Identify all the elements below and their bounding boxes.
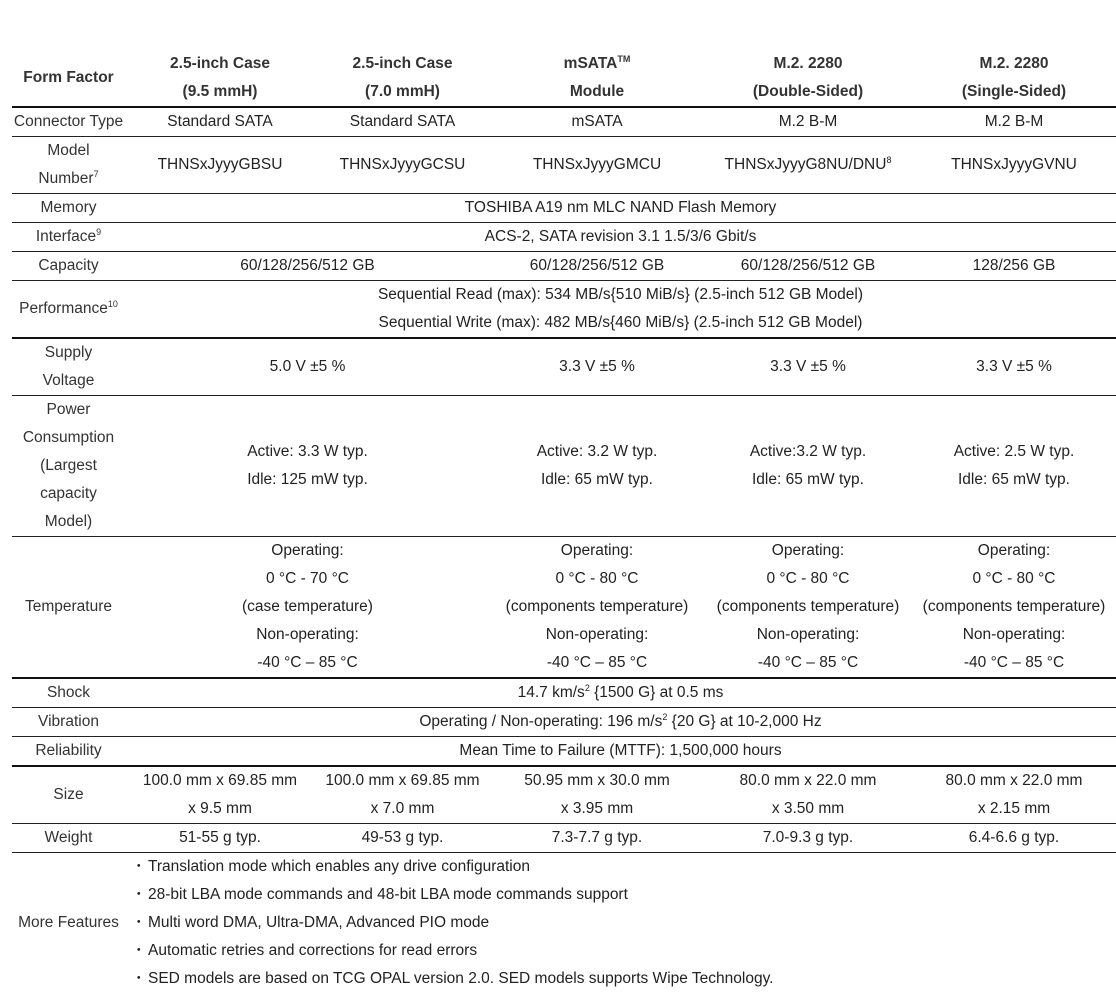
row-label-weight: Weight bbox=[12, 824, 125, 853]
table-cell: M.2 B-M bbox=[912, 107, 1116, 137]
table-cell: Active: 3.3 W typ. Idle: 125 mW typ. bbox=[125, 396, 490, 537]
table-cell: 60/128/256/512 GB bbox=[125, 252, 490, 281]
row-label-model: Model Number$^7$ bbox=[12, 137, 125, 194]
row-label-reliability: Reliability bbox=[12, 737, 125, 767]
table-cell: THNSxJyyyGCSU bbox=[315, 137, 490, 194]
voltage-row bbox=[12, 338, 1116, 396]
table-cell: ACS-2, SATA revision 3.1 1.5/3/6 Gbit/s bbox=[125, 223, 1116, 252]
table-cell: Operating / Non-operating: 196 $m/s^2$ {20 G} at 10-2,000 Hz bbox=[125, 708, 1116, 737]
table-cell: Active: 3.2 W typ. Idle: 65 mW typ. bbox=[490, 396, 704, 537]
table-cell: 50.95 mm x 30.0 mm x 3.95 mm bbox=[490, 766, 704, 824]
bullet-icon: ・ bbox=[131, 965, 147, 993]
connector-row bbox=[12, 107, 1116, 137]
performance-read: Sequential Read (max): 534 MB/s{510 MiB/s} (2.5-inch 512 GB Model) bbox=[125, 281, 1116, 309]
shock-row bbox=[12, 678, 1116, 708]
list-item: ・ Translation mode which enables any drive configuration bbox=[131, 853, 1116, 881]
form-factor-header: Form Factor bbox=[12, 50, 125, 107]
row-label-size: Size bbox=[12, 766, 125, 824]
table-cell: Standard SATA bbox=[315, 107, 490, 137]
model-row bbox=[12, 137, 1116, 194]
table-cell: 60/128/256/512 GB bbox=[490, 252, 704, 281]
temperature-row bbox=[12, 537, 1116, 679]
table-cell: 100.0 mm x 69.85 mm x 7.0 mm bbox=[315, 766, 490, 824]
row-label-connector: Connector Type bbox=[12, 107, 125, 137]
table-cell: mSATA bbox=[490, 107, 704, 137]
table-cell: Operating: 0 °C - 80 °C (components temperature) Non-operating: -40 °C – 85 °C bbox=[490, 537, 704, 679]
table-cell: 14.7 $km/s^2$ {1500 G} at 0.5 ms bbox=[125, 678, 1116, 708]
spec-table bbox=[12, 50, 1116, 993]
table-cell: 128/256 GB bbox=[912, 252, 1116, 281]
list-item: ・ 28-bit LBA mode commands and 48-bit LBA mode commands support bbox=[131, 881, 1116, 909]
table-cell: 51-55 g typ. bbox=[125, 824, 315, 853]
header-row bbox=[12, 50, 1116, 107]
row-label-voltage: Supply Voltage bbox=[12, 338, 125, 396]
row-label-memory: Memory bbox=[12, 194, 125, 223]
list-item: ・ Automatic retries and corrections for read errors bbox=[131, 937, 1116, 965]
row-label-temperature: Temperature bbox=[12, 537, 125, 679]
reliability-row bbox=[12, 737, 1116, 767]
list-item: ・ Multi word DMA, Ultra-DMA, Advanced PIO mode bbox=[131, 909, 1116, 937]
table-cell: Operating: 0 °C - 70 °C (case temperature) Non-operating: -40 °C – 85 °C bbox=[125, 537, 490, 679]
table-cell: 100.0 mm x 69.85 mm x 9.5 mm bbox=[125, 766, 315, 824]
row-label-interface: Interface$^9$ bbox=[12, 223, 125, 252]
weight-row bbox=[12, 824, 1116, 853]
table-cell: THNSxJyyyG8NU/DNU$^8$ bbox=[704, 137, 912, 194]
size-row bbox=[12, 766, 1116, 824]
column-header-2-5-inch-7-0: 2.5-inch Case (7.0 mmH) bbox=[315, 50, 490, 107]
interface-row bbox=[12, 223, 1116, 252]
column-header-2-5-inch-9-5: 2.5-inch Case (9.5 mmH) bbox=[125, 50, 315, 107]
memory-row bbox=[12, 194, 1116, 223]
row-label-capacity: Capacity bbox=[12, 252, 125, 281]
table-cell bbox=[125, 281, 1116, 339]
row-label-power: Power Consumption (Largest capacity Model) bbox=[12, 396, 125, 537]
table-cell: Operating: 0 °C - 80 °C (components temperature) Non-operating: -40 °C – 85 °C bbox=[912, 537, 1116, 679]
table-cell: Standard SATA bbox=[125, 107, 315, 137]
column-header-m2-double: M.2. 2280 (Double-Sided) bbox=[704, 50, 912, 107]
table-cell: Operating: 0 °C - 80 °C (components temperature) Non-operating: -40 °C – 85 °C bbox=[704, 537, 912, 679]
bullet-icon: ・ bbox=[131, 881, 147, 909]
table-cell: 3.3 V ±5 % bbox=[704, 338, 912, 396]
capacity-row bbox=[12, 252, 1116, 281]
features-row bbox=[12, 853, 1116, 993]
vibration-row bbox=[12, 708, 1116, 737]
performance-row bbox=[12, 281, 1116, 339]
row-label-shock: Shock bbox=[12, 678, 125, 708]
column-header-msata: mSATA™ Module bbox=[490, 50, 704, 107]
table-cell: 7.3-7.7 g typ. bbox=[490, 824, 704, 853]
row-label-performance: Performance$^{10}$ bbox=[12, 281, 125, 339]
table-cell: THNSxJyyyGMCU bbox=[490, 137, 704, 194]
column-header-m2-single: M.2. 2280 (Single-Sided) bbox=[912, 50, 1116, 107]
table-cell: 49-53 g typ. bbox=[315, 824, 490, 853]
row-label-features: More Features bbox=[12, 853, 125, 993]
table-cell: THNSxJyyyGVNU bbox=[912, 137, 1116, 194]
table-cell: Active: 2.5 W typ. Idle: 65 mW typ. bbox=[912, 396, 1116, 537]
table-cell: M.2 B-M bbox=[704, 107, 912, 137]
table-cell: 5.0 V ±5 % bbox=[125, 338, 490, 396]
bullet-icon: ・ bbox=[131, 909, 147, 937]
table-cell: 6.4-6.6 g typ. bbox=[912, 824, 1116, 853]
table-cell: 60/128/256/512 GB bbox=[704, 252, 912, 281]
features-list-cell bbox=[125, 853, 1116, 993]
bullet-icon: ・ bbox=[131, 853, 147, 881]
table-cell: TOSHIBA A19 nm MLC NAND Flash Memory bbox=[125, 194, 1116, 223]
table-cell: Mean Time to Failure (MTTF): 1,500,000 hours bbox=[125, 737, 1116, 767]
row-label-vibration: Vibration bbox=[12, 708, 125, 737]
table-cell: 3.3 V ±5 % bbox=[490, 338, 704, 396]
table-cell: 3.3 V ±5 % bbox=[912, 338, 1116, 396]
features-list bbox=[125, 853, 1116, 993]
table-cell: THNSxJyyyGBSU bbox=[125, 137, 315, 194]
table-cell: 80.0 mm x 22.0 mm x 2.15 mm bbox=[912, 766, 1116, 824]
table-cell: 7.0-9.3 g typ. bbox=[704, 824, 912, 853]
bullet-icon: ・ bbox=[131, 937, 147, 965]
power-row bbox=[12, 396, 1116, 537]
list-item: ・ SED models are based on TCG OPAL version 2.0. SED models supports Wipe Technology. bbox=[131, 965, 1116, 993]
table-cell: Active:3.2 W typ. Idle: 65 mW typ. bbox=[704, 396, 912, 537]
performance-write: Sequential Write (max): 482 MB/s{460 MiB/s} (2.5-inch 512 GB Model) bbox=[125, 309, 1116, 337]
table-cell: 80.0 mm x 22.0 mm x 3.50 mm bbox=[704, 766, 912, 824]
